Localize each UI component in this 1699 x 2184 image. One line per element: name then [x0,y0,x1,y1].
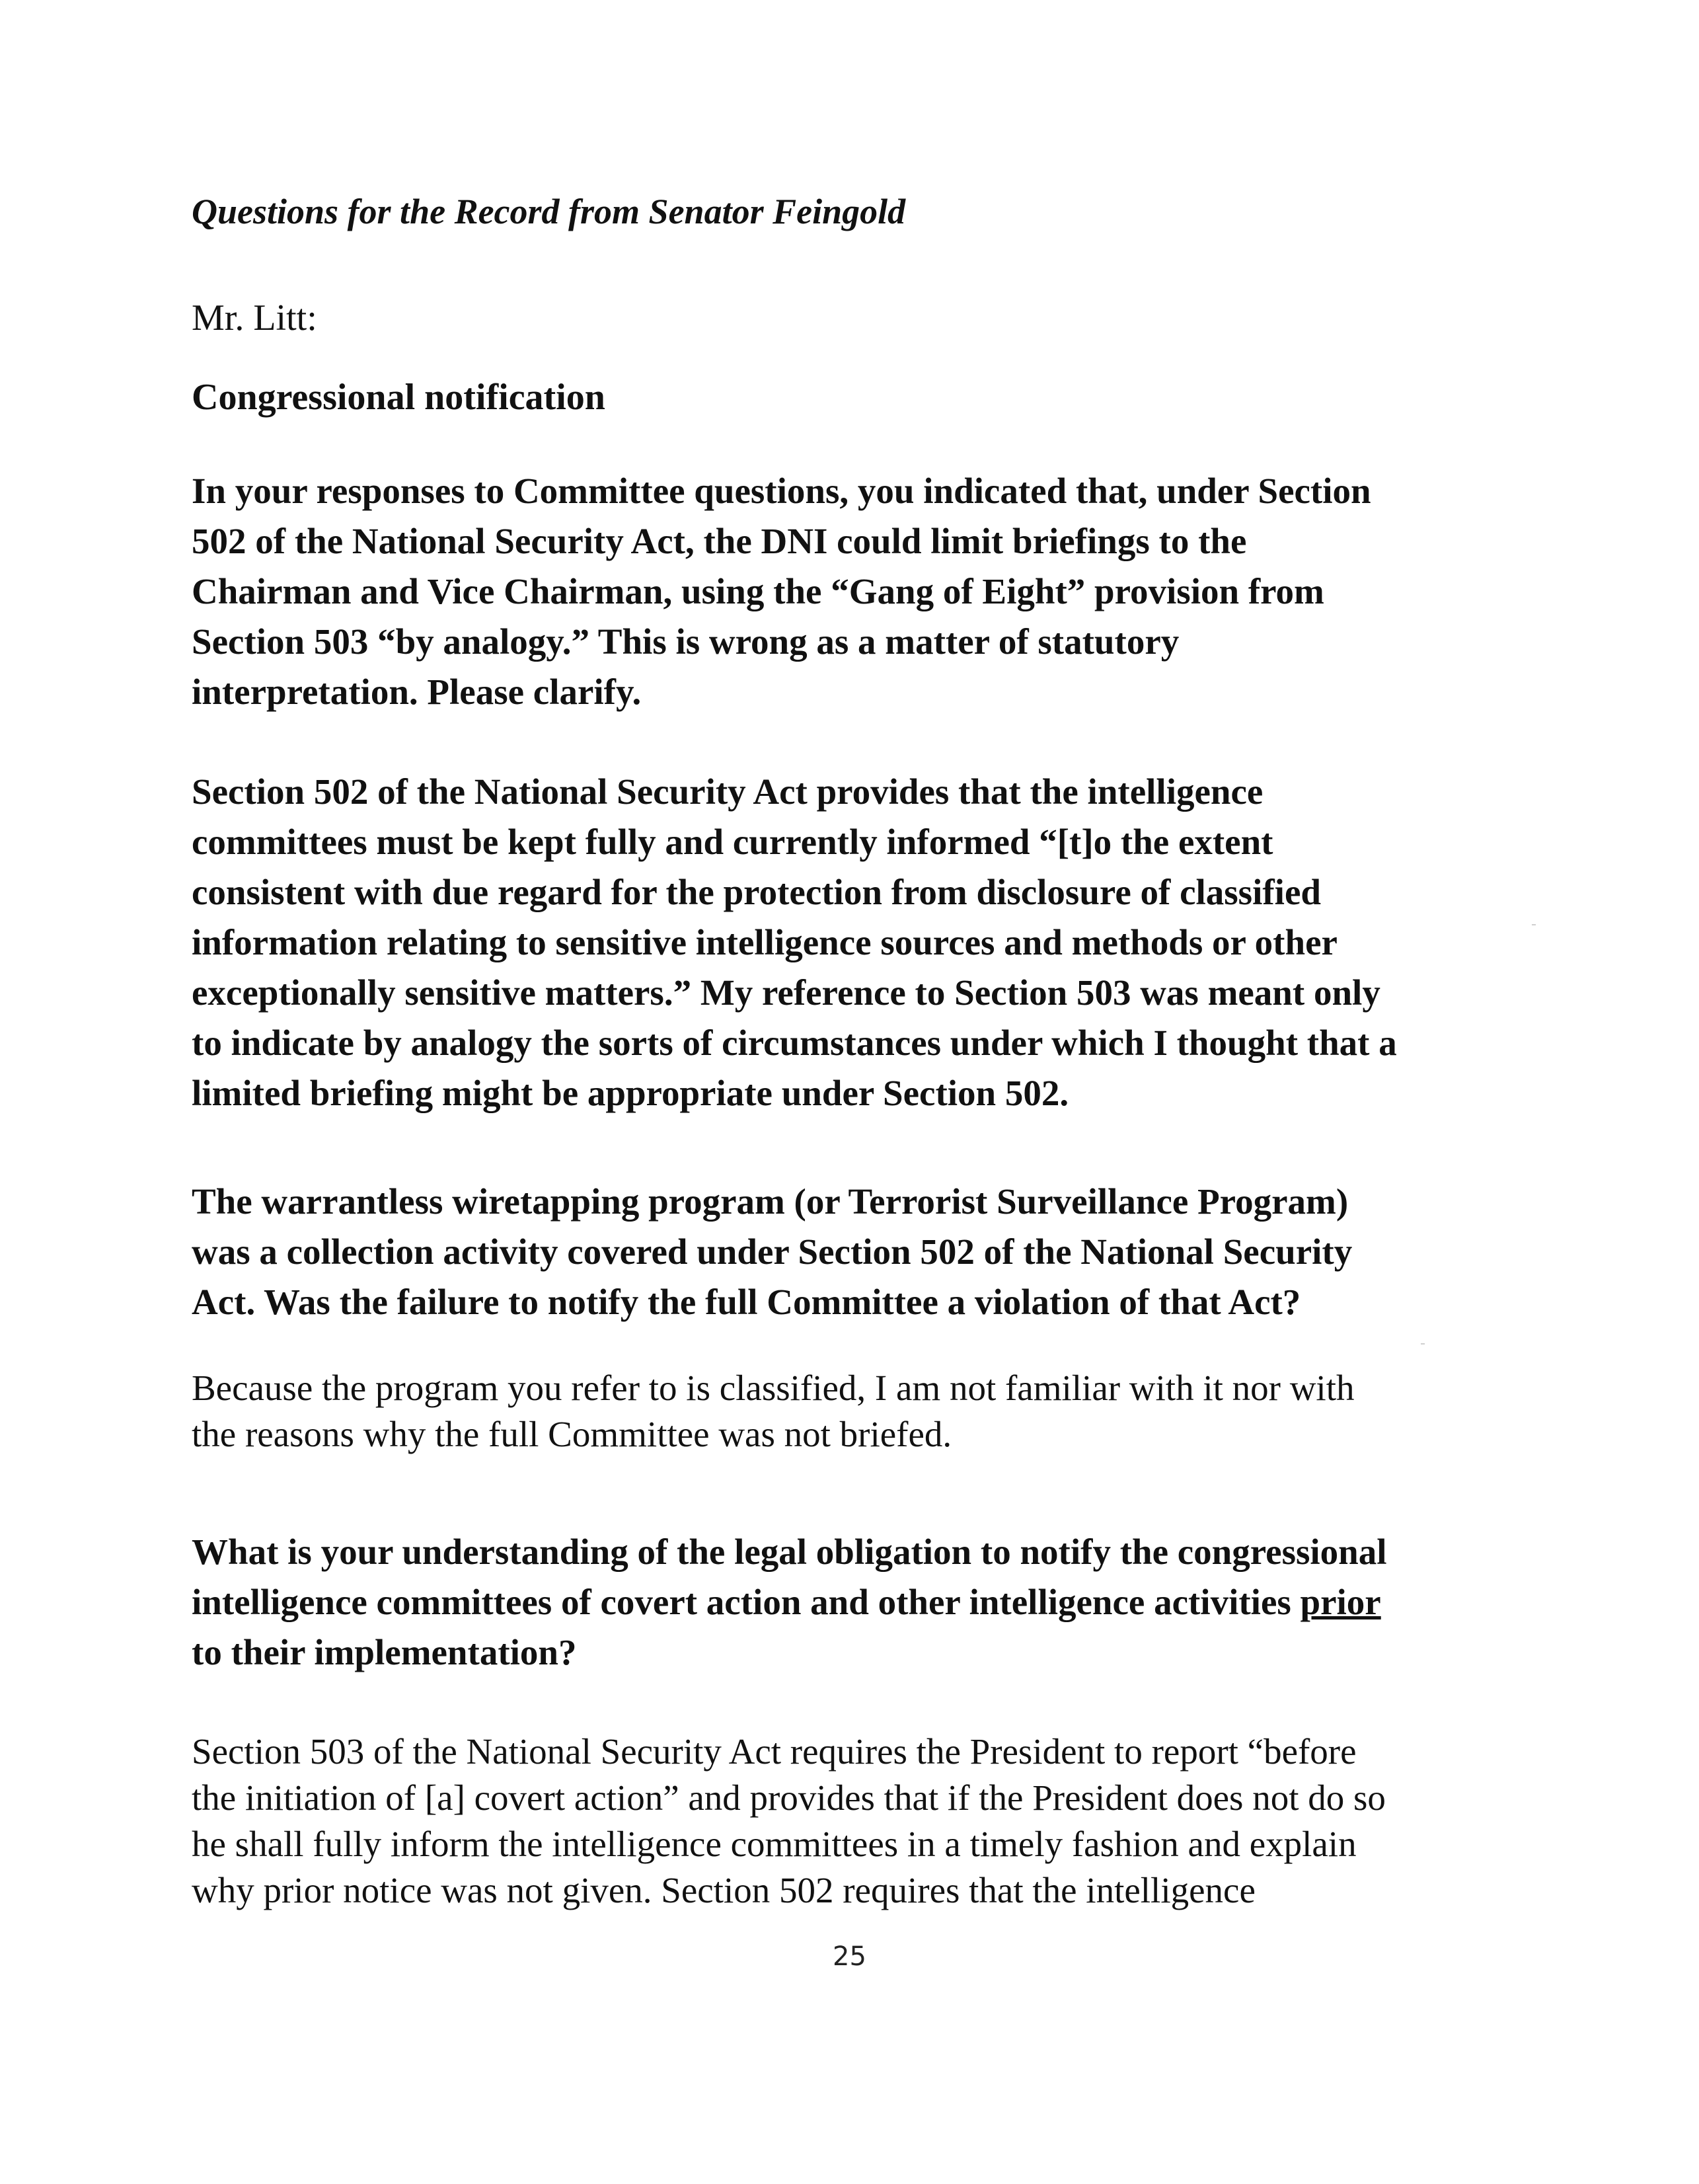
answer-1-line: consistent with due regard for the protection from disclosure of classified [192,872,1321,912]
answer-2 [192,1365,1520,1458]
answer-3-line: the initiation of [a] covert action” and provides that if the President does not do so [192,1777,1386,1818]
scan-speck [1421,1343,1425,1345]
question-2 [192,1177,1520,1327]
scan-speck [1532,924,1536,925]
answer-1-line: to indicate by analogy the sorts of circumstances under which I thought that a [192,1023,1397,1063]
answer-2-line: Because the program you refer to is classified, I am not familiar with it nor with [192,1368,1355,1408]
question-1-line: interpretation. Please clarify. [192,672,642,712]
answer-3-line: why prior notice was not given. Section 502 requires that the intelligence [192,1870,1256,1910]
answer-1-line: limited briefing might be appropriate under Section 502. [192,1073,1069,1113]
section-heading: Congressional notification [192,377,605,418]
page-number: 25 [833,1941,866,1972]
answer-3-line: he shall fully inform the intelligence committees in a timely fashion and explain [192,1824,1357,1864]
question-3-line: to their implementation? [192,1632,577,1672]
question-1-line: In your responses to Committee questions, you indicated that, under Section [192,471,1371,511]
answer-1-line: Section 502 of the National Security Act provides that the intelligence [192,771,1264,812]
underlined-emphasis: prior [1300,1582,1381,1622]
question-3-line: What is your understanding of the legal obligation to notify the congressional [192,1532,1387,1572]
answer-3 [192,1729,1520,1914]
question-2-line: was a collection activity covered under Section 502 of the National Security [192,1231,1353,1272]
document-title: Questions for the Record from Senator Feingold [192,192,906,231]
question-1-line: 502 of the National Security Act, the DNI could limit briefings to the [192,521,1247,561]
speaker-label: Mr. Litt: [192,297,317,338]
question-1 [192,466,1520,717]
question-3-text: intelligence committees of covert action and other intelligence activities [192,1582,1301,1622]
answer-1-line: exceptionally sensitive matters.” My reference to Section 503 was meant only [192,972,1380,1013]
question-2-line: Act. Was the failure to notify the full Committee a violation of that Act? [192,1282,1301,1322]
question-1-line: Section 503 “by analogy.” This is wrong as a matter of statutory [192,621,1180,662]
question-1-line: Chairman and Vice Chairman, using the “Gang of Eight” provision from [192,571,1324,611]
question-3-line [192,1577,1520,1627]
answer-2-line: the reasons why the full Committee was not briefed. [192,1414,952,1454]
answer-1-line: committees must be kept fully and currently informed “[t]o the extent [192,822,1273,862]
answer-1 [192,767,1520,1118]
answer-3-line: Section 503 of the National Security Act requires the President to report “before [192,1731,1357,1772]
question-2-line: The warrantless wiretapping program (or Terrorist Surveillance Program) [192,1181,1349,1222]
answer-1-line: information relating to sensitive intelligence sources and methods or other [192,922,1338,962]
question-3 [192,1527,1520,1678]
